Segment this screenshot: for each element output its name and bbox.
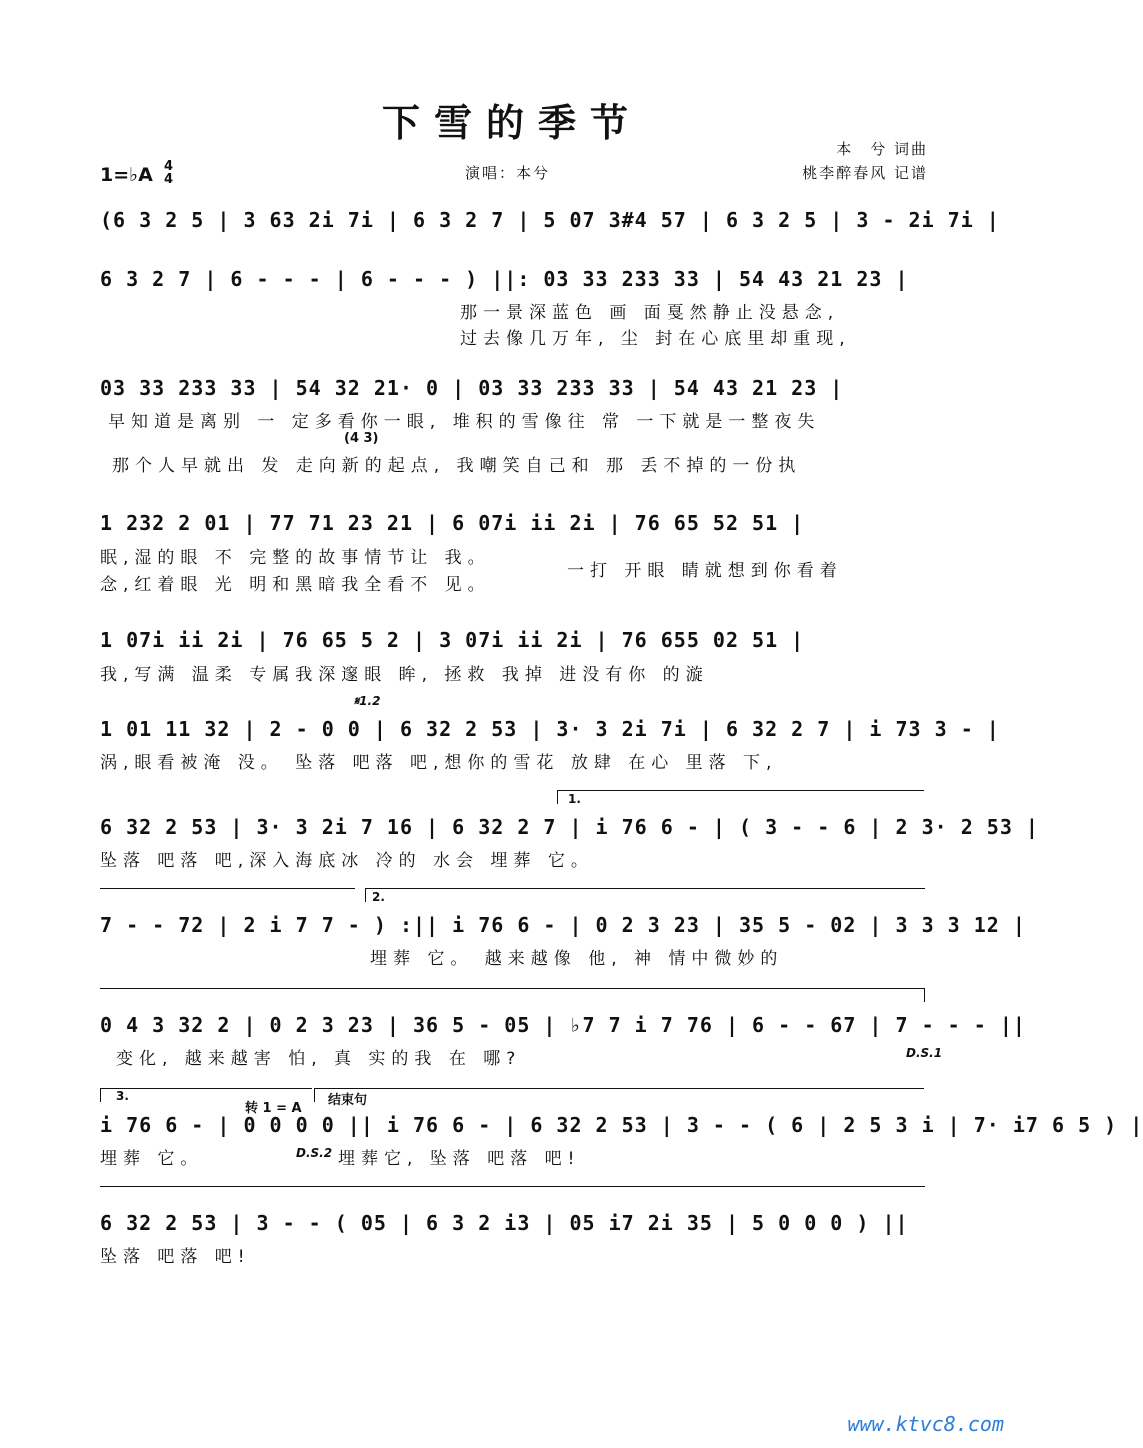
system-2-lyric-verse-2: 过去像几万年, 尘 封在心底里却重现, [460, 329, 851, 349]
coda-bracket [314, 1088, 924, 1089]
segno-mark: 𝄋1.2 [354, 694, 381, 708]
volta-1-hook [557, 790, 558, 804]
coda-label: 结束句 [328, 1093, 368, 1108]
volta-2-hook [365, 888, 366, 902]
volta-3-bracket [100, 1088, 312, 1089]
system-3-lyric-verse-1: 早知道是离别 一 定多看你一眼, 堆积的雪像往 常 一下就是一整夜失 [108, 412, 821, 432]
coda-continuation [100, 1186, 925, 1187]
time-signature-top: 4 [164, 159, 174, 174]
system-4-lyric-verse-2: 念,红着眼 光 明和黑暗我全看不 见。 [100, 575, 491, 595]
system-5-notes: 1 07i ii 2i | 76 65 5 2 | 3 07i ii 2i | 76 655 02 51 | [100, 628, 805, 652]
system-3-notes: 03 33 233 33 | 54 32 21· 0 | 03 33 233 33 | 54 43 21 23 | [100, 376, 844, 400]
volta-1-continuation [100, 888, 355, 889]
system-5-lyric: 我,写满 温柔 专属我深邃眼 眸, 拯救 我掉 进没有你 的漩 [100, 665, 709, 685]
system-11-notes: 6 32 2 53 | 3 - - ( 05 | 6 3 2 i3 | 05 i7 2i 35 | 5 0 0 0 ) || [100, 1211, 909, 1235]
volta-2-bracket [365, 888, 925, 889]
system-8-notes: 7 - - 72 | 2 i 7 7 - ) :|| i 76 6 - | 0 2 3 23 | 35 5 - 02 | 3 3 3 12 | [100, 913, 1026, 937]
site-watermark: www.ktvc8.com [847, 1412, 1004, 1436]
system-9-notes: 0 4 3 32 2 | 0 2 3 23 | 36 5 - 05 | ♭7 7 i 7 76 | 6 - - 67 | 7 - - - || [100, 1013, 1026, 1037]
volta-1-bracket [557, 790, 924, 791]
lyricist-composer: 本 兮 词曲 [836, 140, 928, 158]
volta-3-label: 3. [116, 1089, 129, 1103]
system-3-lyric-verse-2: 那个人早就出 发 走向新的起点, 我嘲笑自己和 那 丢不掉的一份执 [112, 456, 802, 476]
coda-hook [314, 1088, 315, 1102]
singer: 演唱：本兮 [465, 164, 551, 182]
system-8-lyric: 埋葬 它。 越来越像 他, 神 情中微妙的 [370, 949, 784, 969]
system-4-notes: 1 232 2 01 | 77 71 23 21 | 6 07i ii 2i | 76 65 52 51 | [100, 511, 805, 535]
system-7-notes: 6 32 2 53 | 3· 3 2i 7 16 | 6 32 2 7 | i 76 6 - | ( 3 - - 6 | 2 3· 2 53 | [100, 815, 1039, 839]
volta-3-hook [100, 1088, 101, 1102]
system-10-notes: i 76 6 - | 0 0 0 0 || i 76 6 - | 6 32 2 53 | 3 - - ( 6 | 2 5 3 i | 7· i7 6 5 ) | [100, 1113, 1143, 1137]
system-2-lyric-verse-1: 那一景深蓝色 画 面戛然静止没悬念, [460, 303, 840, 323]
system-10-lyric-coda: 埋葬它, 坠落 吧落 吧! [338, 1149, 581, 1169]
ds2-mark: D.S.2 [296, 1146, 333, 1160]
system-4-lyric-chorus: 一打 开眼 睛就想到你看着 [567, 561, 843, 581]
system-6-lyric: 涡,眼看被淹 没。 坠落 吧落 吧,想你的雪花 放肆 在心 里落 下, [100, 753, 778, 773]
system-6-notes: 1 01 11 32 | 2 - 0 0 | 6 32 2 53 | 3· 3 2i 7i | 6 32 2 7 | i 73 3 - | [100, 717, 1000, 741]
system-4-lyric-verse-1: 眠,湿的眼 不 完整的故事情节让 我。 [100, 548, 491, 568]
volta-2-end-hook [924, 988, 925, 1002]
system-10-lyric-volta: 埋葬 它。 [100, 1149, 204, 1169]
time-signature-bottom: 4 [164, 172, 174, 187]
ds1-mark: D.S.1 [906, 1046, 943, 1060]
volta-2-label: 2. [372, 890, 385, 904]
system-11-lyric: 坠落 吧落 吧! [100, 1247, 251, 1267]
system-9-lyric: 变化, 越来越害 怕, 真 实的我 在 哪? [116, 1049, 522, 1069]
volta-1-label: 1. [568, 792, 581, 806]
system-2-notes: 6 3 2 7 | 6 - - - | 6 - - - ) ||: 03 33 233 33 | 54 43 21 23 | [100, 267, 909, 291]
volta-2-continuation [100, 988, 925, 989]
time-signature [164, 160, 173, 186]
key-signature: 1=♭A [100, 164, 153, 186]
transcriber: 桃李醉春风 记谱 [802, 164, 928, 182]
system-7-lyric: 坠落 吧落 吧,深入海底冰 冷的 水会 埋葬 它。 [100, 851, 594, 871]
system-3-alt-notes: (4 3) [344, 431, 379, 446]
system-1-notes: (6 3 2 5 | 3 63 2i 7i | 6 3 2 7 | 5 07 3#4 57 | 6 3 2 5 | 3 - 2i 7i | [100, 208, 1000, 232]
song-title: 下雪的季节 [381, 100, 642, 145]
modulation-mark: 转 1 = A [245, 1101, 302, 1116]
